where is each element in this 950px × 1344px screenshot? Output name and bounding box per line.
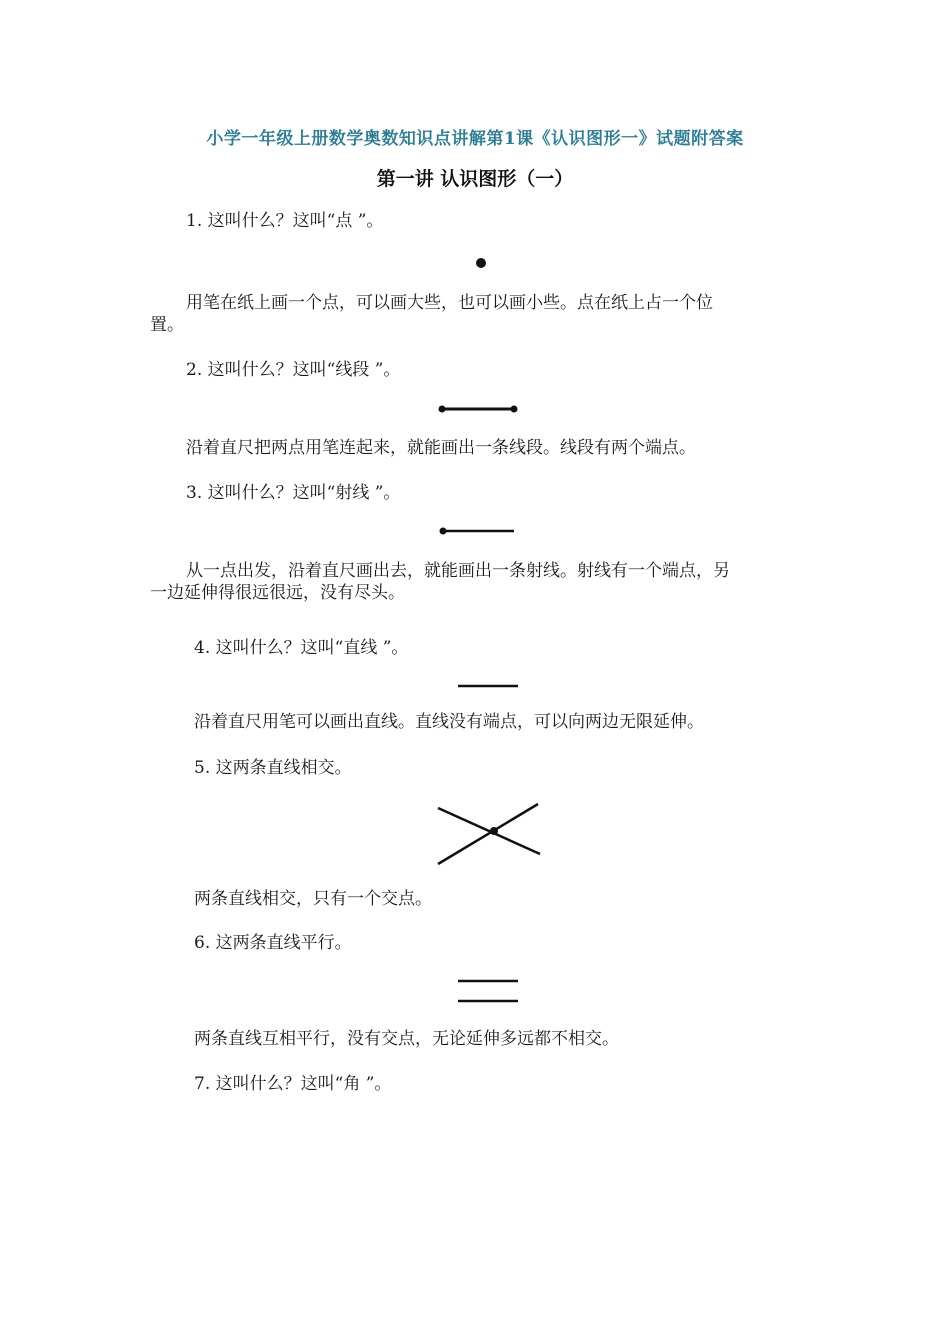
page-title: 小学一年级上册数学奥数知识点讲解第1课《认识图形一》试题附答案: [206, 129, 744, 149]
explanation-6-line-1: 两条直线互相平行，没有交点，无论延伸多远都不相交。: [194, 1029, 619, 1049]
explanation-3-line-2: 一边延伸得很远很远，没有尽头。: [150, 583, 405, 603]
lesson-title: 第一讲 认识图形（一）: [376, 168, 574, 190]
question-3: 3. 这叫什么？这叫“射线 ”。: [186, 483, 401, 503]
point-icon: [470, 252, 492, 274]
explanation-3-line-1: 从一点出发，沿着直尺画出去，就能画出一条射线。射线有一个端点，另: [186, 561, 730, 581]
explanation-4-line-1: 沿着直尺用笔可以画出直线。直线没有端点，可以向两边无限延伸。: [194, 712, 704, 732]
ray-icon: [436, 523, 518, 539]
line-segment-icon: [436, 400, 522, 418]
explanation-1-line-2: 置。: [150, 315, 184, 335]
explanation-5-line-1: 两条直线相交，只有一个交点。: [194, 889, 432, 909]
explanation-1-line-1: 用笔在纸上画一个点，可以画大些，也可以画小些。点在纸上占一个位: [186, 293, 713, 313]
question-4: 4. 这叫什么？这叫“直线 ”。: [194, 638, 409, 658]
explanation-2-line-1: 沿着直尺把两点用笔连起来，就能画出一条线段。线段有两个端点。: [186, 438, 696, 458]
question-2: 2. 这叫什么？这叫“线段 ”。: [186, 360, 401, 380]
intersecting-lines-icon: [432, 798, 544, 868]
straight-line-icon: [456, 680, 520, 692]
parallel-lines-icon: [456, 976, 520, 1006]
question-5: 5. 这两条直线相交。: [194, 758, 352, 778]
question-6: 6. 这两条直线平行。: [194, 933, 352, 953]
question-7: 7. 这叫什么？这叫“角 ”。: [194, 1074, 392, 1094]
question-1: 1. 这叫什么？这叫“点 ”。: [186, 211, 384, 231]
